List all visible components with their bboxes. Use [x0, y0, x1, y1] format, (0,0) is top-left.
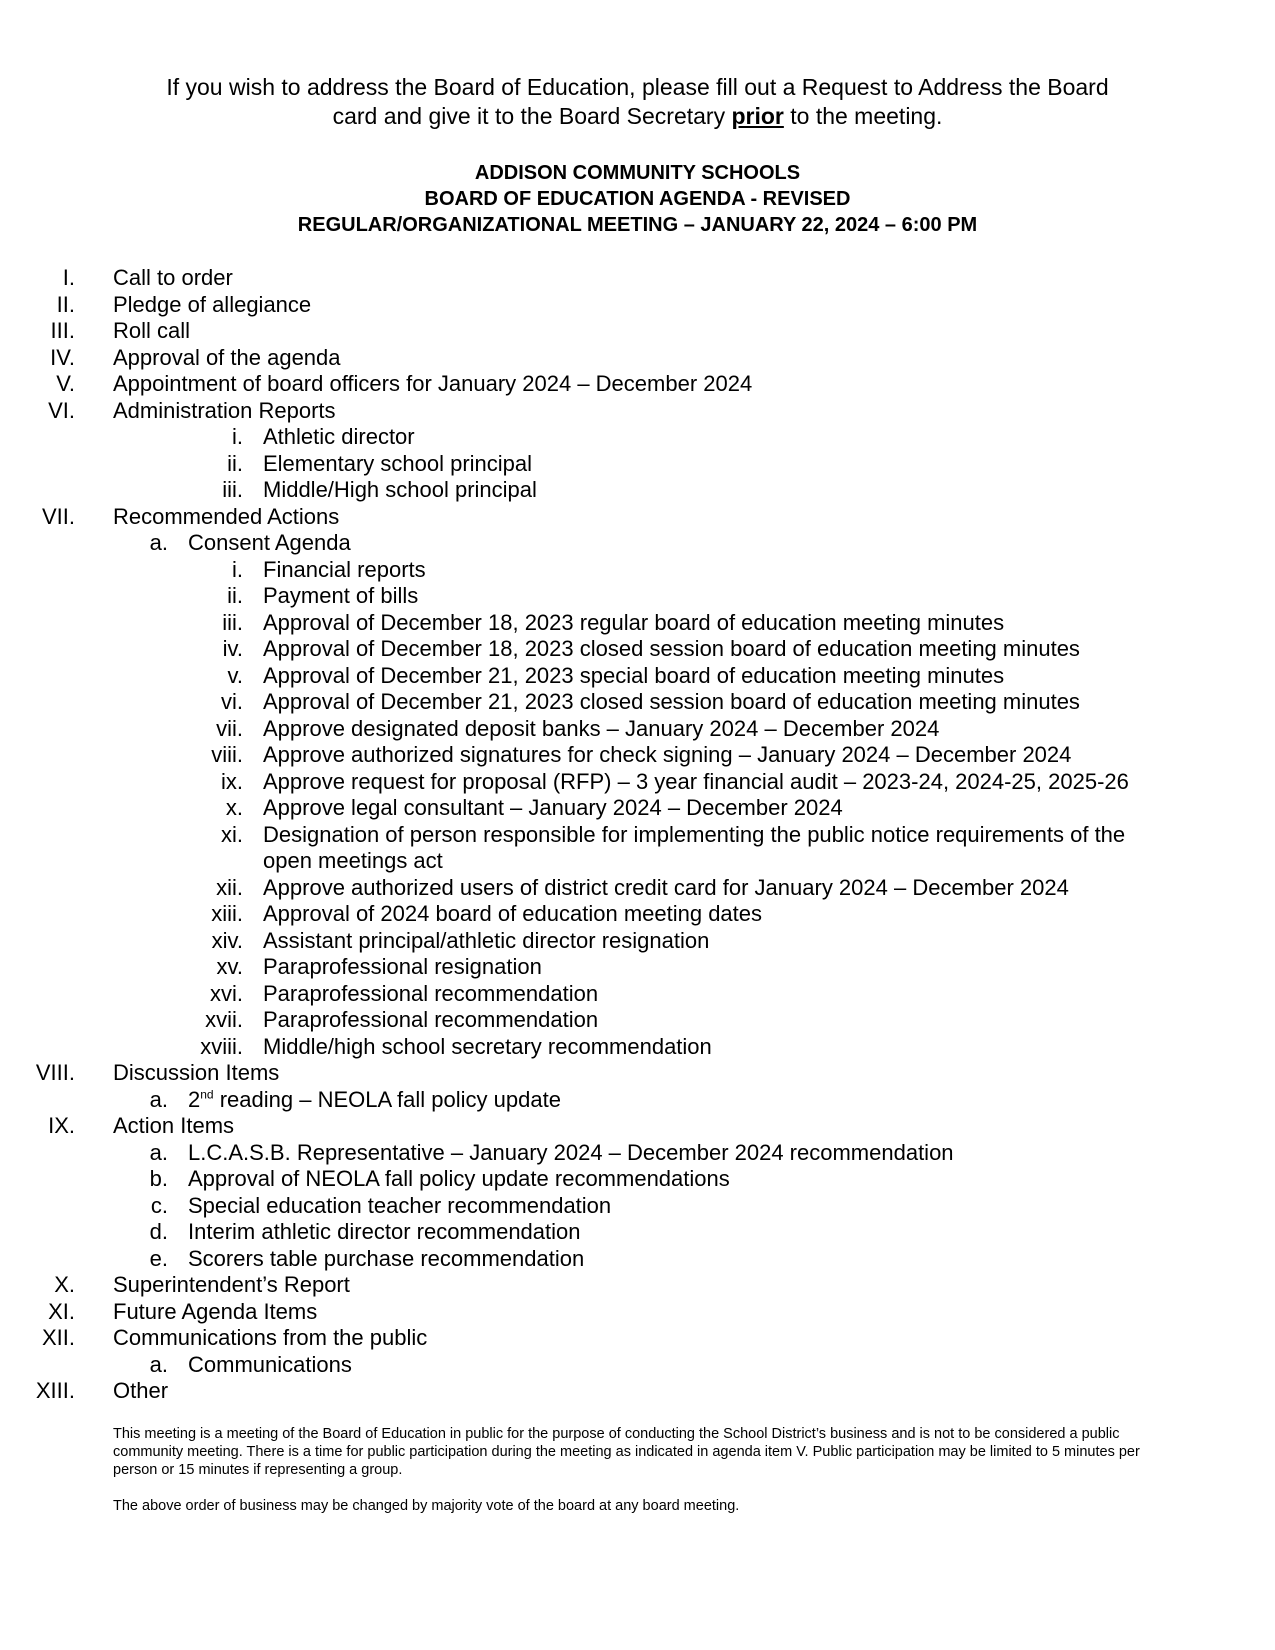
subitem-text: Payment of bills [263, 583, 419, 608]
subitem-letter: c. [150, 1192, 168, 1218]
agenda-subitem [0, 1352, 1275, 1379]
item-number: VII. [41, 503, 75, 529]
subitem-text: Assistant principal/athletic director resignation [263, 927, 710, 953]
item-number: VIII. [35, 1060, 75, 1085]
item-number: II. [56, 291, 75, 317]
item-number: X. [54, 1272, 75, 1297]
subitem-number: xvii. [205, 1007, 243, 1032]
subitem-letter: a. [149, 1351, 168, 1377]
subitem-number: i. [232, 556, 243, 582]
subitem-text: Approval of December 21, 2023 closed session board of education meeting minutes [263, 689, 1080, 714]
agenda-subitem [0, 530, 1275, 557]
subitem-number: i. [232, 424, 243, 449]
subitem-number: ix. [221, 768, 243, 794]
subitem-text: Approve designated deposit banks – January 2024 – December 2024 [263, 715, 940, 741]
subitem-text: Communications [188, 1351, 352, 1377]
subitem-number: xii. [216, 874, 243, 900]
ordinal-suffix: nd [200, 1087, 214, 1102]
subitem-number: iii. [222, 477, 243, 502]
item-number: IV. [50, 344, 75, 370]
consent-item [0, 875, 1275, 902]
item-text: Administration Reports [113, 397, 336, 423]
meeting-info: REGULAR/ORGANIZATIONAL MEETING – JANUARY 22, 2024 – 6:00 PM [297, 214, 978, 236]
district-name: ADDISON COMMUNITY SCHOOLS [474, 162, 801, 184]
notice-line-2-end: to the meeting. [783, 103, 943, 129]
subitem-text: Approve request for proposal (RFP) – 3 year financial audit – 2023-24, 2024-25, 2025-26 [263, 768, 1129, 794]
item-number: V. [56, 371, 75, 396]
agenda-item [0, 1299, 1275, 1326]
subitem-number: xviii. [200, 1033, 243, 1059]
subitem-text: L.C.A.S.B. Representative – January 2024 – December 2024 recommendation [188, 1139, 954, 1165]
subitem-text: Athletic director [263, 424, 415, 449]
item-text: Action Items [113, 1113, 235, 1138]
subitem-number: iv. [222, 636, 243, 661]
agenda-subitem [0, 451, 1275, 478]
consent-item [0, 981, 1275, 1008]
consent-item [0, 822, 1275, 875]
subitem-text: Elementary school principal [263, 450, 533, 476]
agenda-item [0, 1113, 1275, 1140]
subitem-text: Approval of NEOLA fall policy update recommendations [188, 1166, 730, 1191]
notice-line-2 [0, 102, 1275, 131]
consent-item [0, 795, 1275, 822]
subitem-letter: a. [149, 1086, 168, 1112]
subitem-text: Consent Agenda [188, 530, 351, 555]
subitem-letter: a. [149, 530, 168, 555]
subitem-text [188, 1087, 1248, 1114]
agenda-subitem [0, 1193, 1275, 1220]
subitem-text: Financial reports [263, 556, 426, 582]
item-text: Superintendent’s Report [113, 1272, 350, 1297]
consent-item [0, 769, 1275, 796]
subitem-text: Approval of December 21, 2023 special board of education meeting minutes [263, 662, 1005, 688]
subitem-text: Paraprofessional recommendation [263, 980, 599, 1006]
agenda-subitem [0, 477, 1275, 504]
subitem-number: xi. [221, 821, 243, 847]
subitem-letter: e. [149, 1245, 168, 1271]
subitem-number: x. [225, 795, 243, 820]
consent-item [0, 610, 1275, 637]
subitem-text: Approve authorized users of district credit card for January 2024 – December 2024 [263, 874, 1069, 900]
item-text: Communications from the public [113, 1325, 428, 1350]
item-text: Future Agenda Items [113, 1298, 318, 1324]
item-text: Approval of the agenda [113, 344, 341, 370]
item-text: Roll call [113, 318, 191, 343]
item-number: VI. [48, 397, 75, 423]
consent-item [0, 636, 1275, 663]
item-number: III. [50, 318, 75, 343]
consent-item [0, 1007, 1275, 1034]
order-of-business-note: The above order of business may be changed by majority vote of the board at any board meeting. [113, 1498, 740, 1514]
item-number: XII. [41, 1325, 75, 1350]
consent-item [0, 663, 1275, 690]
agenda-item [0, 371, 1275, 398]
agenda-item [0, 292, 1275, 319]
subitem-text: Scorers table purchase recommendation [188, 1245, 585, 1271]
subitem-number: xiv. [211, 927, 243, 953]
agenda-subitem [0, 424, 1275, 451]
subitem-text-rest: reading – NEOLA fall policy update [213, 1086, 561, 1112]
subitem-number: vi. [221, 689, 243, 714]
agenda-subitem [0, 1166, 1275, 1193]
subitem-letter: d. [149, 1219, 168, 1244]
consent-item [0, 954, 1275, 981]
subitem-text: Special education teacher recommendation [188, 1192, 612, 1218]
subitem-number: v. [227, 662, 243, 688]
agenda-item [0, 398, 1275, 425]
subitem-text: Approval of 2024 board of education meeting dates [263, 901, 763, 926]
subitem-number: xvi. [210, 980, 243, 1006]
agenda-item [0, 504, 1275, 531]
agenda-item [0, 318, 1275, 345]
item-text: Other [113, 1378, 169, 1403]
subitem-number: vii. [216, 715, 243, 741]
consent-item [0, 583, 1275, 610]
subitem-text: Approve authorized signatures for check signing – January 2024 – December 2024 [263, 742, 1072, 767]
consent-item [0, 901, 1275, 928]
agenda-subitem [0, 1140, 1275, 1167]
subitem-text: Middle/high school secretary recommendation [263, 1033, 712, 1059]
consent-item [0, 1034, 1275, 1061]
item-number: XIII. [35, 1378, 75, 1403]
subitem-number: ii. [227, 583, 243, 608]
consent-item [0, 689, 1275, 716]
subitem-text: Approve legal consultant – January 2024 – December 2024 [263, 795, 843, 820]
subitem-text: Approval of December 18, 2023 regular board of education meeting minutes [263, 609, 1005, 635]
agenda-header [0, 160, 1275, 238]
consent-item [0, 716, 1275, 743]
subitem-letter: b. [149, 1166, 168, 1191]
consent-item [0, 928, 1275, 955]
ordinal-number: 2 [188, 1086, 201, 1112]
notice-line-2-start: card and give it to the Board Secretary [332, 103, 732, 129]
address-board-notice [0, 73, 1275, 131]
subitem-number: xv. [216, 954, 243, 979]
agenda-subitem [0, 1087, 1275, 1114]
agenda-title: BOARD OF EDUCATION AGENDA - REVISED [424, 188, 851, 210]
item-text: Discussion Items [113, 1060, 280, 1085]
agenda-item [0, 345, 1275, 372]
item-text: Call to order [113, 265, 233, 290]
footer-notes [113, 1425, 1143, 1533]
agenda-item [0, 1325, 1275, 1352]
agenda-item [0, 1272, 1275, 1299]
consent-item [0, 557, 1275, 584]
subitem-text: Designation of person responsible for implementing the public notice requirements of the open meetings act [263, 821, 1126, 873]
notice-line-1: If you wish to address the Board of Education, please fill out a Request to Address the Board [166, 74, 1109, 100]
item-text: Recommended Actions [113, 503, 340, 529]
subitem-number: xiii. [211, 901, 243, 926]
agenda-subitem [0, 1219, 1275, 1246]
agenda-item [0, 1060, 1275, 1087]
item-number: I. [62, 265, 75, 290]
subitem-text: Paraprofessional resignation [263, 954, 542, 979]
notice-emphasis-prior: prior [731, 103, 784, 129]
item-text: Appointment of board officers for January 2024 – December 2024 [113, 371, 753, 396]
subitem-letter: a. [149, 1139, 168, 1165]
public-participation-note: This meeting is a meeting of the Board of Education in public for the purpose of conducting the School District’s business and is not to be considered a public community meeting. There is a time for public participation during the meeting as indicated in agenda item V. Public participation may be limited to 5 minutes per person or 15 minutes if representing a group. [113, 1426, 1140, 1478]
subitem-text: Interim athletic director recommendation [188, 1219, 581, 1244]
subitem-text: Middle/High school principal [263, 477, 537, 502]
item-number: IX. [48, 1113, 75, 1138]
agenda-list [0, 265, 1275, 1405]
subitem-number: iii. [222, 609, 243, 635]
agenda-item [0, 1378, 1275, 1405]
agenda-item [0, 265, 1275, 292]
consent-item [0, 742, 1275, 769]
item-number: XI. [48, 1298, 75, 1324]
subitem-number: ii. [227, 450, 243, 476]
agenda-subitem [0, 1246, 1275, 1273]
subitem-text: Paraprofessional recommendation [263, 1007, 599, 1032]
subitem-number: viii. [211, 742, 243, 767]
item-text: Pledge of allegiance [113, 291, 312, 317]
subitem-text: Approval of December 18, 2023 closed session board of education meeting minutes [263, 636, 1080, 661]
